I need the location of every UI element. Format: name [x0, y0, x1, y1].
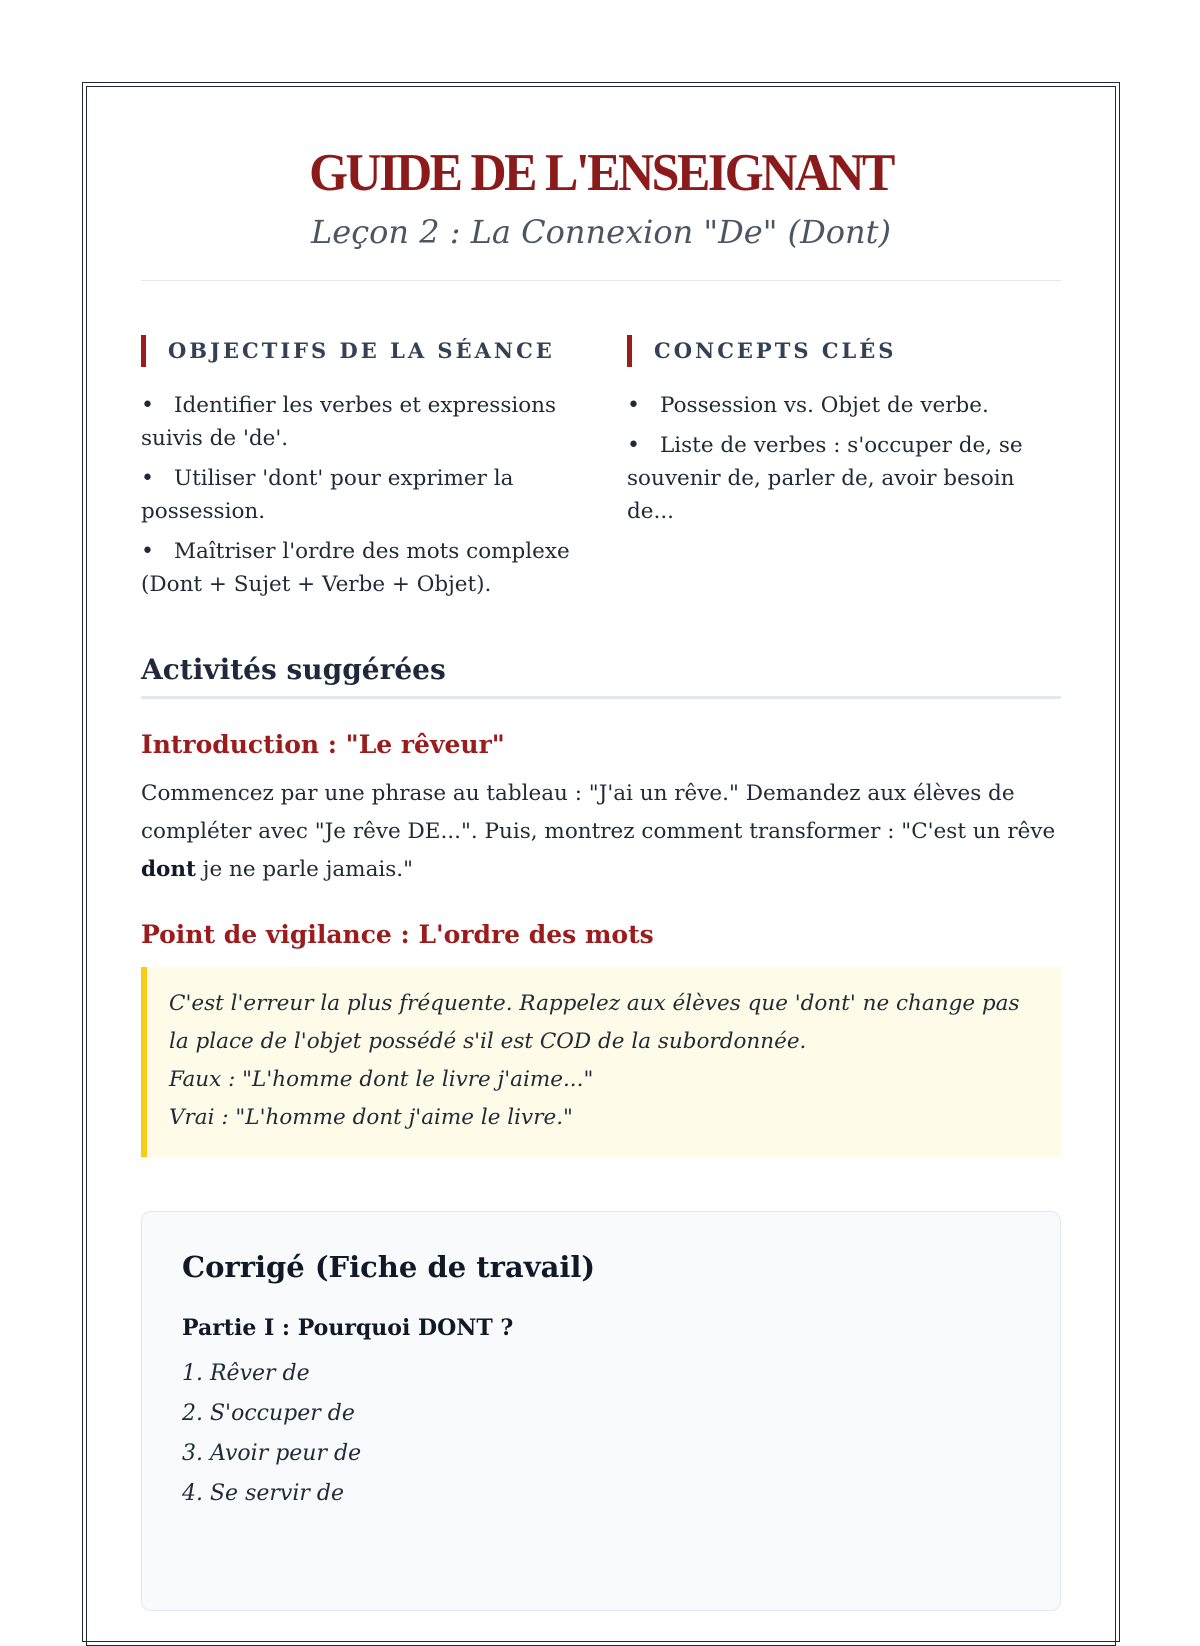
intro-bold-word: dont [141, 857, 196, 882]
concepts-list [627, 389, 1061, 528]
bullet-icon: • [141, 539, 154, 564]
vigilance-wrong-example: Faux : "L'homme dont le livre j'aime..." [169, 1067, 594, 1092]
vigilance-title: Point de vigilance : L'ordre des mots [141, 920, 654, 949]
answer-item: 4. Se servir de [182, 1481, 344, 1506]
lesson-subtitle: Leçon 2 : La Connexion "De" (Dont) [311, 213, 891, 251]
overview-columns [141, 335, 1061, 608]
intro-paragraph: Commencez par une phrase au tableau : "J'ai un rêve." Demandez aux élèves de compléter avec "Je rêve DE...". Puis, montrez comment transformer : "C'est un rêve dont je ne parle jamais." [141, 781, 1056, 882]
bullet-icon: • [141, 466, 154, 491]
concept-item: • Possession vs. Objet de verbe. [627, 389, 1061, 422]
concepts-column [627, 335, 1061, 608]
answer-key-box [141, 1211, 1061, 1611]
answer-item: 2. S'occuper de [182, 1401, 355, 1426]
activities-title: Activités suggérées [141, 650, 1061, 699]
answer-part-title: Partie I : Pourquoi DONT ? [182, 1315, 514, 1341]
bullet-icon: • [627, 393, 640, 418]
objectives-column [141, 335, 575, 608]
objective-item: • Maîtriser l'ordre des mots complexe (Dont + Sujet + Verbe + Objet). [141, 535, 575, 601]
answer-item: 3. Avoir peur de [182, 1441, 362, 1466]
objectives-heading: OBJECTIFS DE LA SÉANCE [141, 335, 575, 367]
bullet-icon: • [627, 433, 640, 458]
document-header [141, 140, 1061, 281]
answer-key-title: Corrigé (Fiche de travail) [182, 1250, 596, 1284]
vigilance-callout [141, 967, 1061, 1157]
vigilance-correct-example: Vrai : "L'homme dont j'aime le livre." [169, 1105, 573, 1130]
concepts-heading: CONCEPTS CLÉS [627, 335, 1061, 367]
concept-item: • Liste de verbes : s'occuper de, se souvenir de, parler de, avoir besoin de... [627, 429, 1061, 528]
document-content [141, 140, 1061, 1611]
answer-list [182, 1354, 1020, 1514]
objectives-list [141, 389, 575, 601]
objective-item: • Utiliser 'dont' pour exprimer la possession. [141, 462, 575, 528]
answer-item: 1. Rêver de [182, 1361, 310, 1386]
document-title: GUIDE DE L'ENSEIGNANT [309, 142, 893, 202]
bullet-icon: • [141, 393, 154, 418]
vigilance-text: C'est l'erreur la plus fréquente. Rappelez aux élèves que 'dont' ne change pas la place de l'objet possédé s'il est COD de la subordonnée. [169, 991, 1020, 1054]
intro-title: Introduction : "Le rêveur" [141, 730, 505, 759]
objective-item: • Identifier les verbes et expressions suivis de 'de'. [141, 389, 575, 455]
